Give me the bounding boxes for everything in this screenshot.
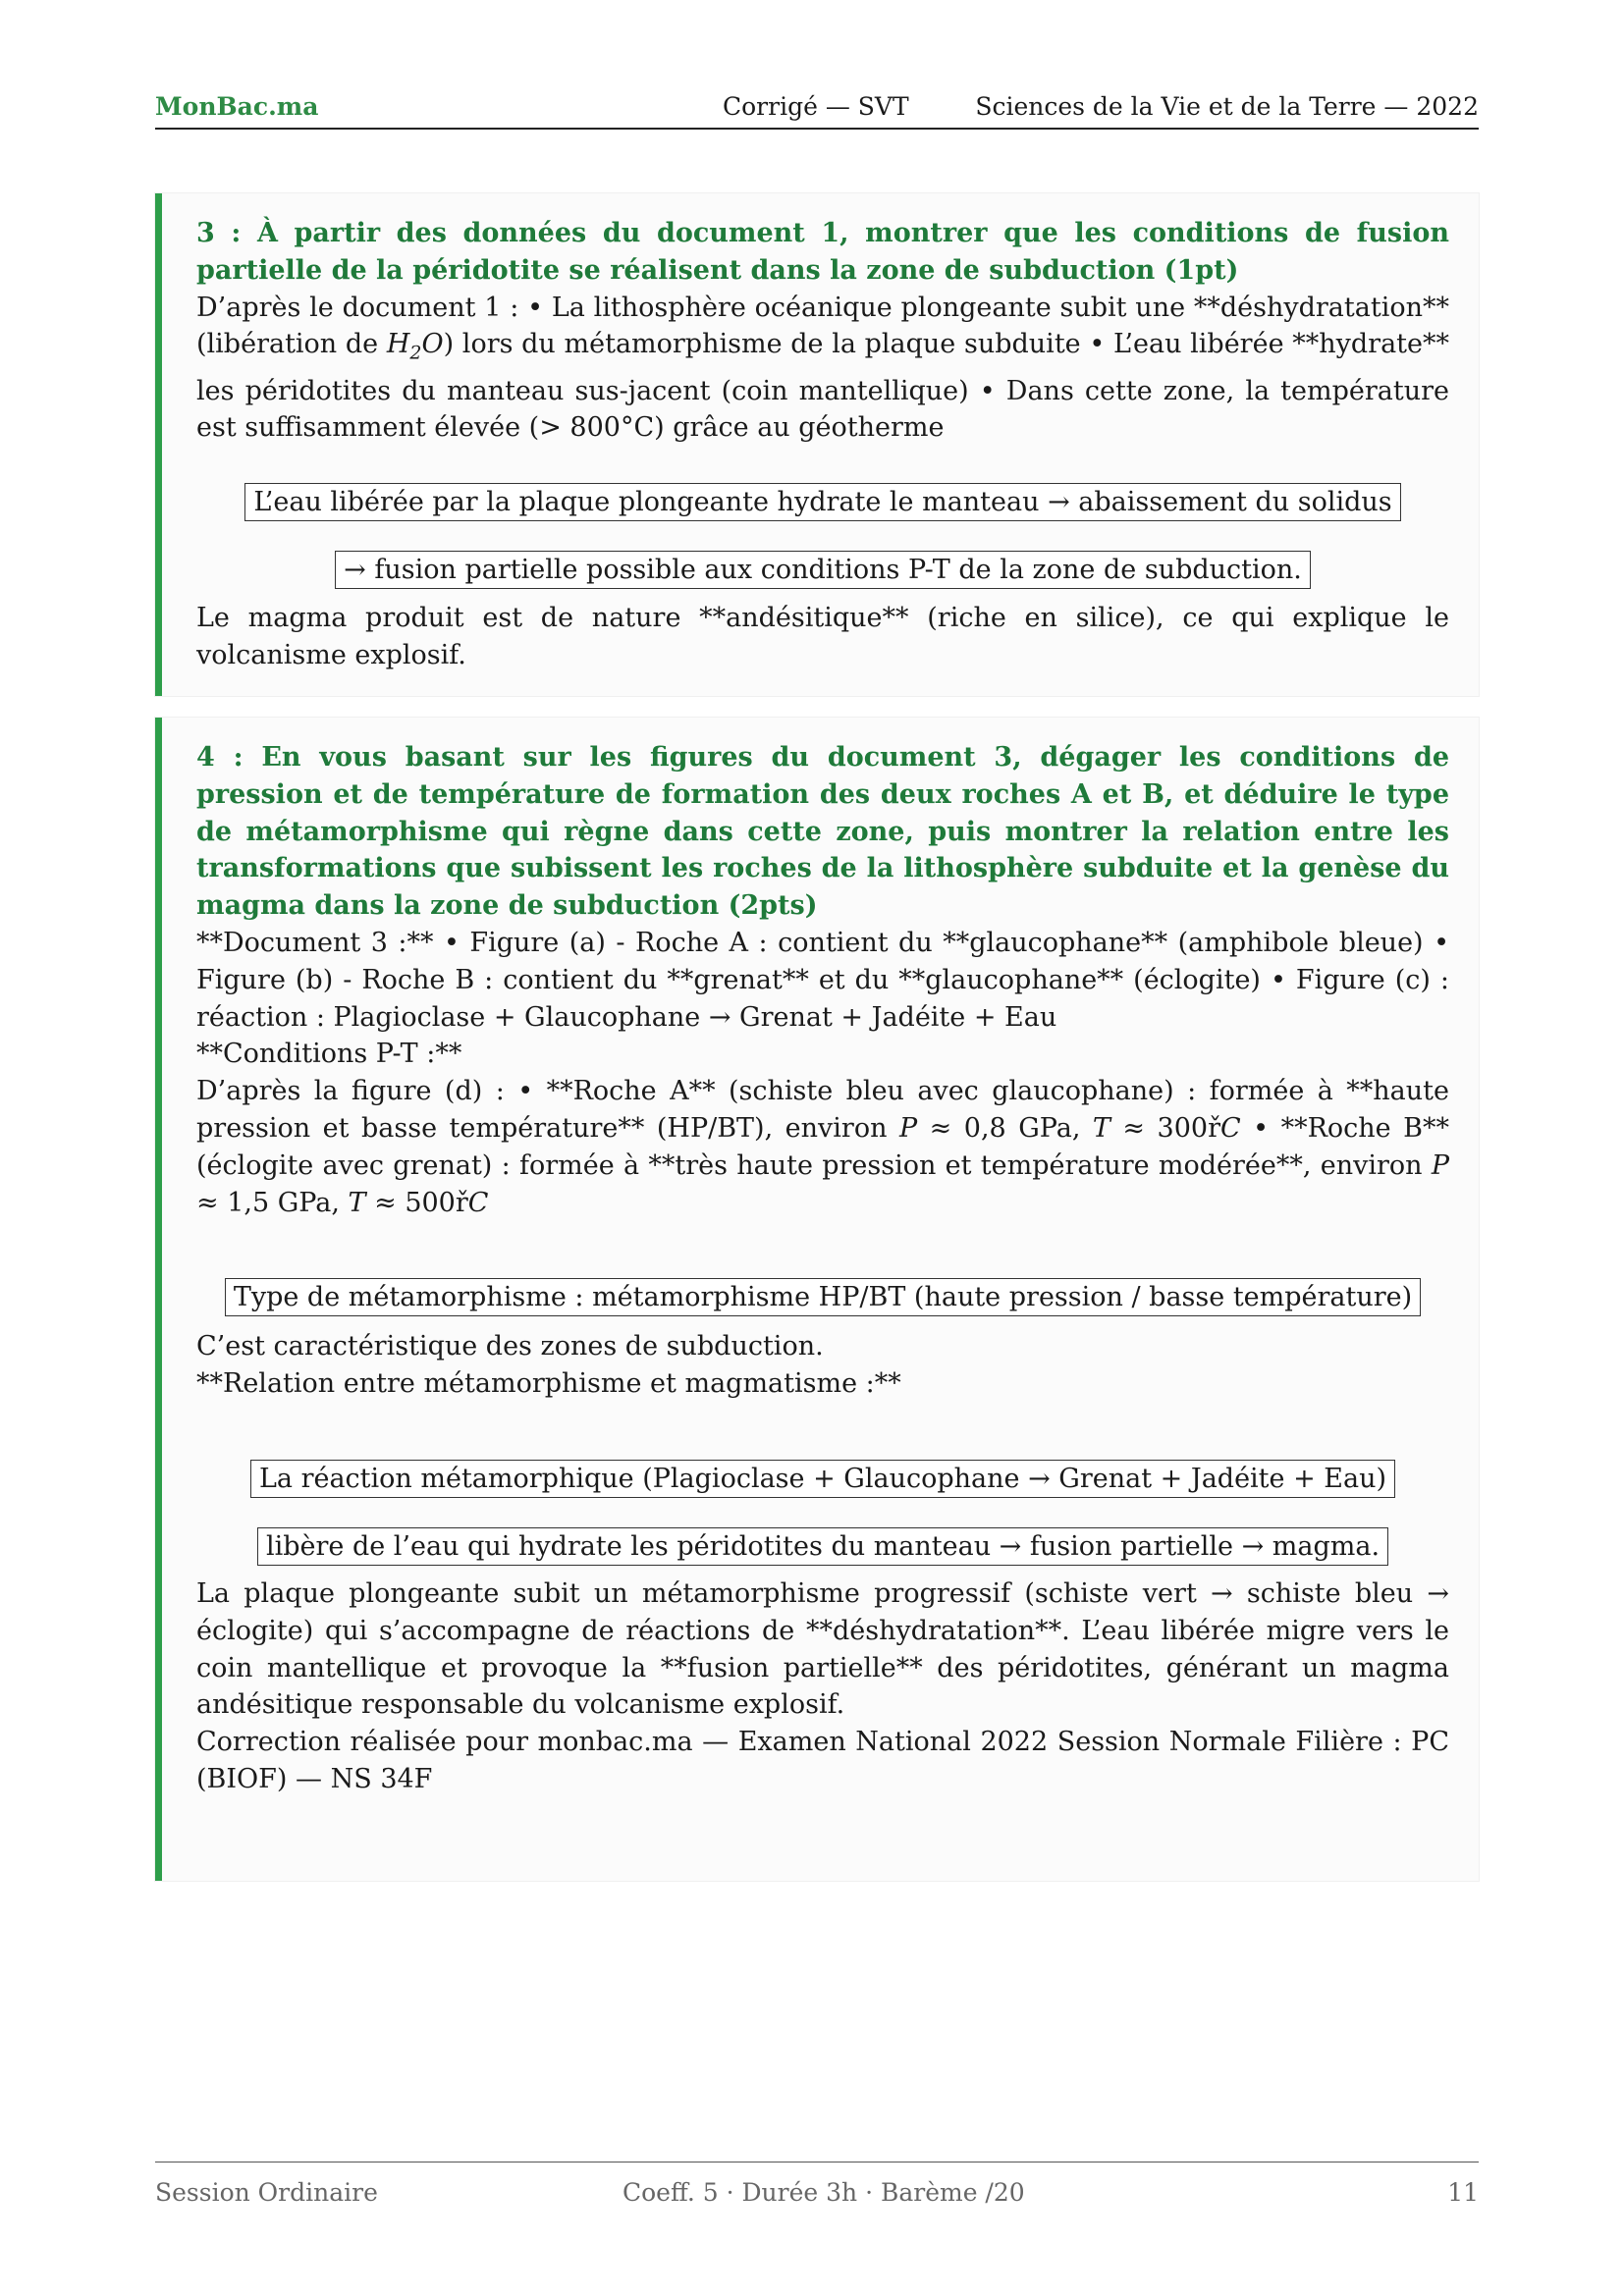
h2o-formula [386, 329, 444, 364]
footer-session: Session Ordinaire [155, 2178, 378, 2207]
q3-intro-text-b: ) lors du métamorphisme de la plaque subduite • L’eau libérée **hydrate** les péridotites du manteau sus-jacent (coin mantellique) • Dans cette zone, la température est suffisamment élevée (> 800°C) grâce au géotherme [196, 329, 1449, 444]
pt-text-b: ≈ 0,8 GPa, [917, 1112, 1093, 1144]
q4-credit: Correction réalisée pour monbac.ma — Examen National 2022 Session Normale Filière : PC (BIOF) — NS 34F [196, 1727, 1449, 1794]
question-4-title: 4 : En vous basant sur les figures du document 3, dégager les conditions de pression et de température de formation des deux roches A et B, et déduire le type de métamorphisme qui règne dans cette zone, puis montrer la relation entre les transformations que subissent les roches de la lithosphère subduite et la genèse du magma dans la zone de subduction (2pts) [196, 742, 1449, 922]
q4-pt-conditions [196, 1073, 1449, 1221]
footer-info: Coeff. 5 · Durée 3h · Barème /20 [623, 2178, 1025, 2207]
q4-final-explanation: La plaque plongeante subit un métamorphisme progressif (schiste vert → schiste bleu → éclogite) qui s’accompagne de réactions de **déshydratation**. L’eau libérée migre vers le coin mantellique et provoque la **fusion partielle** des péridotites, générant un magma andésitique responsable du volcanisme explosif. [196, 1577, 1449, 1721]
page-header [155, 92, 1479, 130]
header-subject: Corrigé — SVT [723, 92, 909, 121]
q4-caracteristique: C’est caractéristique des zones de subduction. [196, 1331, 824, 1362]
question-4-card [155, 718, 1479, 1881]
h2o-h: H [386, 329, 410, 360]
q4-document-3: **Document 3 :** • Figure (a) - Roche A : contient du **glaucophane** (amphibole bleue) • Figure (b) - Roche B : contient du **grenat** et du **glaucophane** (éclogite) • Figure (c) : réaction : Plagioclase + Glaucophane → Grenat + Jadéite + Eau [196, 927, 1449, 1033]
header-title: Sciences de la Vie et de la Terre — 2022 [975, 92, 1479, 121]
pt-var-t2: T [348, 1187, 366, 1218]
q4-pt-heading: **Conditions P-T :** [196, 1039, 462, 1070]
pt-var-t1: T [1092, 1112, 1110, 1144]
pt-var-p2: P [1431, 1149, 1449, 1181]
q3-boxed-1-wrap [196, 483, 1449, 521]
question-3-card [155, 193, 1479, 696]
h2o-subscript: 2 [409, 342, 422, 364]
q4-relation-heading: **Relation entre métamorphisme et magmatisme :** [196, 1368, 901, 1400]
page-footer [155, 2162, 1479, 2207]
pt-text-a: D’après la figure (d) : • **Roche A** (schiste bleu avec glaucophane) : formée à **haute pression et basse température** (HP/BT), environ [196, 1076, 1449, 1144]
brand-logo-text[interactable]: MonBac.ma [155, 92, 319, 121]
q3-intro-text-a: D’après le document 1 : • La lithosphère océanique plongeante subit une **déshydratation** (libération de [196, 292, 1449, 360]
q4-boxed-relation-2: libère de l’eau qui hydrate les péridotites du manteau → fusion partielle → magma. [257, 1527, 1388, 1566]
question-3-title: 3 : À partir des données du document 1, montrer que les conditions de fusion partielle de la péridotite se réalisent dans la zone de subduction (1pt) [196, 218, 1449, 286]
q3-boxed-statement-1: L’eau libérée par la plaque plongeante hydrate le manteau → abaissement du solidus [244, 483, 1400, 521]
q4-boxed-metamorphism-type: Type de métamorphisme : métamorphisme HP/BT (haute pression / basse température) [225, 1278, 1421, 1316]
q4-boxed-type-wrap [196, 1278, 1449, 1316]
pt-text-d: • **Roche B** (éclogite avec grenat) : formée à **très haute pression et température modérée**, environ [196, 1112, 1449, 1181]
pt-text-e: ≈ 1,5 GPa, [196, 1187, 349, 1218]
pt-var-c1: C [1219, 1112, 1241, 1144]
q3-boxed-2-wrap [196, 551, 1449, 589]
question-3-intro [196, 290, 1449, 448]
q3-boxed-statement-2: → fusion partielle possible aux conditions P-T de la zone de subduction. [335, 551, 1311, 589]
q4-boxed-rel1-wrap [196, 1460, 1449, 1498]
pt-text-f: ≈ 500ř [365, 1187, 468, 1218]
q4-boxed-rel2-wrap [196, 1527, 1449, 1566]
question-3-conclusion: Le magma produit est de nature **andésitique** (riche en silice), ce qui explique le volcanisme explosif. [196, 603, 1449, 670]
pt-text-c: ≈ 300ř [1110, 1112, 1220, 1144]
pt-var-c2: C [467, 1187, 489, 1218]
page-number: 11 [1447, 2178, 1479, 2207]
pt-var-p1: P [898, 1112, 918, 1144]
q4-boxed-relation-1: La réaction métamorphique (Plagioclase + Glaucophane → Grenat + Jadéite + Eau) [250, 1460, 1395, 1498]
h2o-o: O [421, 329, 444, 360]
